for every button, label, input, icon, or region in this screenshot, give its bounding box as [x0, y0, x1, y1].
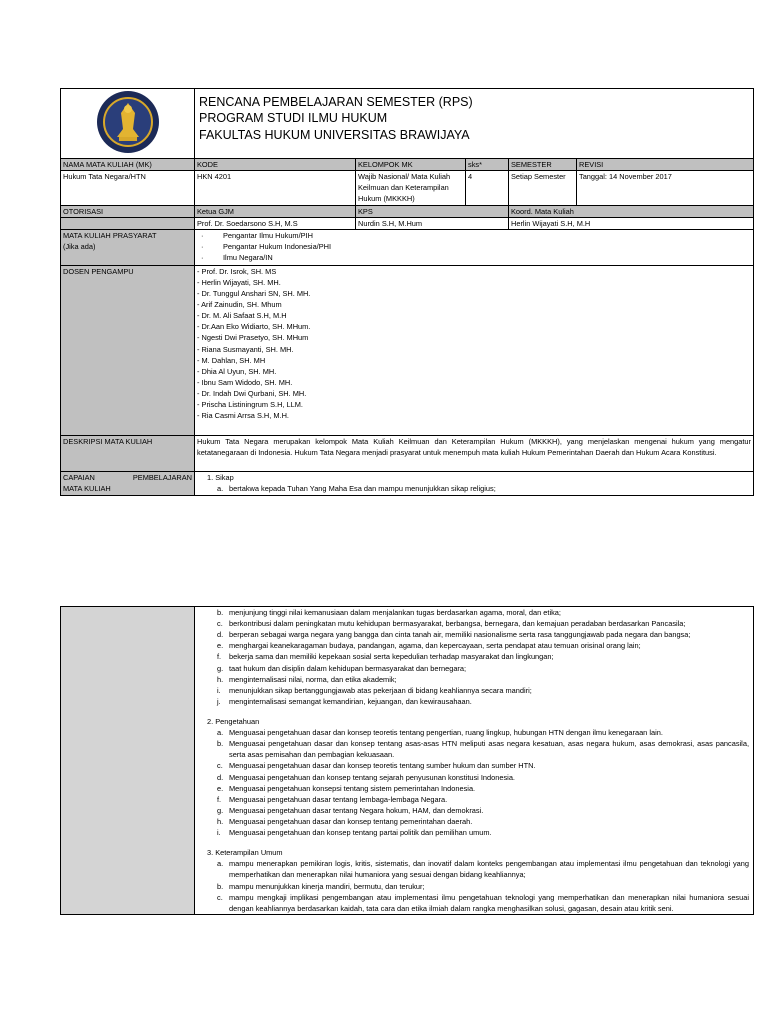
kelompok-value: Wajib Nasional/ Mata Kuliah Keilmuan dan Keterampilan Hukum (MKKKH): [356, 171, 466, 205]
title-line-2: PROGRAM STUDI ILMU HUKUM: [199, 111, 388, 126]
capaian-continued: [195, 607, 754, 915]
list-item: a. mampu menerapkan pemikiran logis, kritis, sistematis, dan inovatif dalam konteks pengembangan atau implementasi ilmu pengetahuan dan teknologi yang memperhatikan dan menerapkan nilai humaniora yang sesuai dengan bidang keahliannya;: [217, 859, 749, 880]
deskripsi-label: DESKRIPSI MATA KULIAH: [61, 435, 195, 471]
list-item: - Herlin Wijayati, SH. MH.: [197, 277, 281, 287]
list-item: - Ria Casmi Arrsa S.H, M.H.: [197, 411, 289, 421]
list-item: b. mampu menunjukkan kinerja mandiri, bermutu, dan terukur;: [217, 881, 425, 891]
course-value-row: [61, 171, 754, 205]
dosen-list: [195, 265, 754, 435]
list-item: c. Menguasai pengetahuan dasar dan konsep teoretis tentang sumber hukum dan sumber HTN.: [217, 761, 536, 771]
col-kode: KODE: [195, 159, 356, 171]
list-item: - Arif Zainudin, SH. Mhum: [197, 300, 282, 310]
list-item: · Ilmu Negara/IN: [197, 252, 751, 263]
list-item: g. Menguasai pengetahuan dasar tentang Negara hokum, HAM, dan demokrasi.: [217, 805, 484, 815]
role-kps: KPS: [356, 205, 509, 217]
list-item: c. berkontribusi dalam peningkatan mutu kehidupan bermasyarakat, berbangsa, bernegara, dan kemajuan peradaban berdasarkan Pancasila;: [217, 619, 686, 629]
list-item: - Ibnu Sam Widodo, SH. MH.: [197, 377, 293, 387]
name-ketua-gjm: Prof. Dr. Soedarsono S.H, M.S: [195, 217, 356, 229]
list-item: d. Menguasai pengetahuan dan konsep tentang sejarah penyusunan konstitusi Indonesia.: [217, 772, 515, 782]
otorisasi-label: OTORISASI: [61, 205, 195, 217]
list-item: h. Menguasai pengetahuan dasar dan konsep tentang pemerintahan daerah.: [217, 816, 473, 826]
kode-value: HKN 4201: [195, 171, 356, 205]
dosen-row: [61, 265, 754, 435]
col-kelompok: KELOMPOK MK: [356, 159, 466, 171]
section-sikap-title: 1. Sikap: [207, 472, 234, 482]
list-item: · Pengantar Hukum Indonesia/PHI: [197, 241, 751, 252]
capaian-row: [61, 471, 754, 495]
capaian-content: [195, 471, 754, 495]
list-item: - Dr. M. Ali Safaat S.H, M.H: [197, 311, 287, 321]
role-koord: Koord. Mata Kuliah: [509, 205, 754, 217]
prasyarat-row: [61, 229, 754, 265]
deskripsi-text: Hukum Tata Negara merupakan kelompok Mata Kuliah Keilmuan dan Keterampilan Hukum (MKKKH), yang menjelaskan mengenai hukum yang mengatur ketatanegaraan di Indonesia. Hukum Tata Negara menjadi prasyarat untuk menempuh mata kuliah Hukum Pemerintahan Daerah dan Hukum Acara Konstitusi.: [195, 435, 754, 471]
list-item: c. mampu mengkaji implikasi pengembangan atau implementasi ilmu pengetahuan teknologi yang memperhatikan dan menerapkan nilai humaniora sesuai dengan keahliannya berdasarkan kaidah, tata cara dan etika ilmiah dalam rangka menghasilkan solusi, gagasan, desain atau kritik seni.: [217, 892, 749, 913]
semester-value: Setiap Semester: [509, 171, 577, 205]
deskripsi-row: [61, 435, 754, 471]
dosen-label: DOSEN PENGAMPU: [61, 265, 195, 435]
col-revisi: REVISI: [577, 159, 754, 171]
list-item: e. menghargai keanekaragaman budaya, pandangan, agama, dan kepercayaan, serta pendapat atau temuan orisinal orang lain;: [217, 641, 641, 651]
list-item: - M. Dahlan, SH. MH: [197, 355, 266, 365]
list-item: e. Menguasai pengetahuan konsepsi tentang sistem pemerintahan Indonesia.: [217, 783, 476, 793]
list-item: - Prischa Listiningrum S.H, LLM.: [197, 400, 303, 410]
role-ketua-gjm: Ketua GJM: [195, 205, 356, 217]
list-item: - Prof. Dr. Isrok, SH. MS: [197, 266, 277, 276]
list-item: f. Menguasai pengetahuan dasar tentang lembaga-lembaga Negara.: [217, 794, 448, 804]
list-item: - Dr. Tunggul Anshari SN, SH. MH.: [197, 288, 311, 298]
revisi-value: Tanggal: 14 November 2017: [577, 171, 754, 205]
prasyarat-label: MATA KULIAH PRASYARAT (Jika ada): [61, 229, 195, 265]
list-item: - Riana Susmayanti, SH. MH.: [197, 344, 294, 354]
list-item: - Ngesti Dwi Prasetyo, SH. MHum: [197, 333, 309, 343]
col-sks: sks*: [466, 159, 509, 171]
university-logo: [95, 89, 161, 155]
section-keterampilan-title: 3. Keterampilan Umum: [207, 848, 283, 858]
nama-mk-value: Hukum Tata Negara/HTN: [61, 171, 195, 205]
prasyarat-list: [195, 229, 754, 265]
section-pengetahuan-title: 2. Pengetahuan: [207, 716, 260, 726]
logo-cell: [61, 89, 195, 159]
title-line-3: FAKULTAS HUKUM UNIVERSITAS BRAWIJAYA: [199, 127, 470, 142]
list-item: b. menjunjung tinggi nilai kemanusiaan dalam menjalankan tugas berdasarkan agama, moral, dan etika;: [217, 608, 561, 617]
capaian-label: CAPAIAN PEMBELAJARAN MATA KULIAH: [61, 471, 195, 495]
course-header-row: [61, 159, 754, 171]
list-item: i. menunjukkan sikap bertanggungjawab atas pekerjaan di bidang keahliannya secara mandiri;: [217, 685, 532, 695]
otorisasi-names-row: [61, 217, 754, 229]
rps-continuation-table: [60, 606, 754, 915]
list-item: a. bertakwa kepada Tuhan Yang Maha Esa dan mampu menunjukkan sikap religius;: [217, 483, 496, 493]
otorisasi-header-row: [61, 205, 754, 217]
document-title: [195, 89, 754, 159]
list-item: - Dr. Indah Dwi Qurbani, SH. MH.: [197, 388, 307, 398]
col-semester: SEMESTER: [509, 159, 577, 171]
list-item: j. menginternalisasi semangat kemandirian, kejuangan, dan kewirausahaan.: [217, 696, 472, 706]
title-line-1: RENCANA PEMBELAJARAN SEMESTER (RPS): [199, 95, 473, 109]
sks-value: 4: [466, 171, 509, 205]
list-item: - Dhia Al Uyun, SH. MH.: [197, 366, 277, 376]
list-item: f. bekerja sama dan memiliki kepekaan sosial serta kepedulian terhadap masyarakat dan lingkungan;: [217, 652, 554, 662]
name-koord: Herlin Wijayati S.H, M.H: [509, 217, 754, 229]
list-item: · Pengantar Ilmu Hukum/PIH: [197, 230, 751, 241]
list-item: g. taat hukum dan disiplin dalam kehidupan bermasyarakat dan bernegara;: [217, 663, 467, 673]
left-label-column: [61, 607, 195, 915]
rps-header-table: [60, 88, 754, 496]
otorisasi-blank: [61, 217, 195, 229]
list-item: h. menginternalisasi nilai, norma, dan etika akademik;: [217, 674, 397, 684]
list-item: d. berperan sebagai warga negara yang bangga dan cinta tanah air, memiliki nasionalisme serta rasa tanggungjawab pada negara dan bangsa;: [217, 630, 691, 640]
list-item: - Dr.Aan Eko Widiarto, SH. MHum.: [197, 322, 311, 332]
col-nama-mk: NAMA MATA KULIAH (MK): [61, 159, 195, 171]
list-item: b. Menguasai pengetahuan dasar dan konsep tentang asas-asas HTN meliputi asas negara kesatuan, asas negara hukum, asas demokrasi, asas pancasila, serta asas pemisahan dan pembagian kekuasaan.: [217, 739, 749, 760]
list-item: i. Menguasai pengetahuan dan konsep tentang partai politik dan pemilihan umum.: [217, 828, 492, 838]
list-item: a. Menguasai pengetahuan dasar dan konsep teoretis tentang pengertian, ruang lingkup, hubungan HTN dengan ilmu kenegaraan lain.: [217, 728, 663, 738]
name-kps: Nurdin S.H, M.Hum: [356, 217, 509, 229]
